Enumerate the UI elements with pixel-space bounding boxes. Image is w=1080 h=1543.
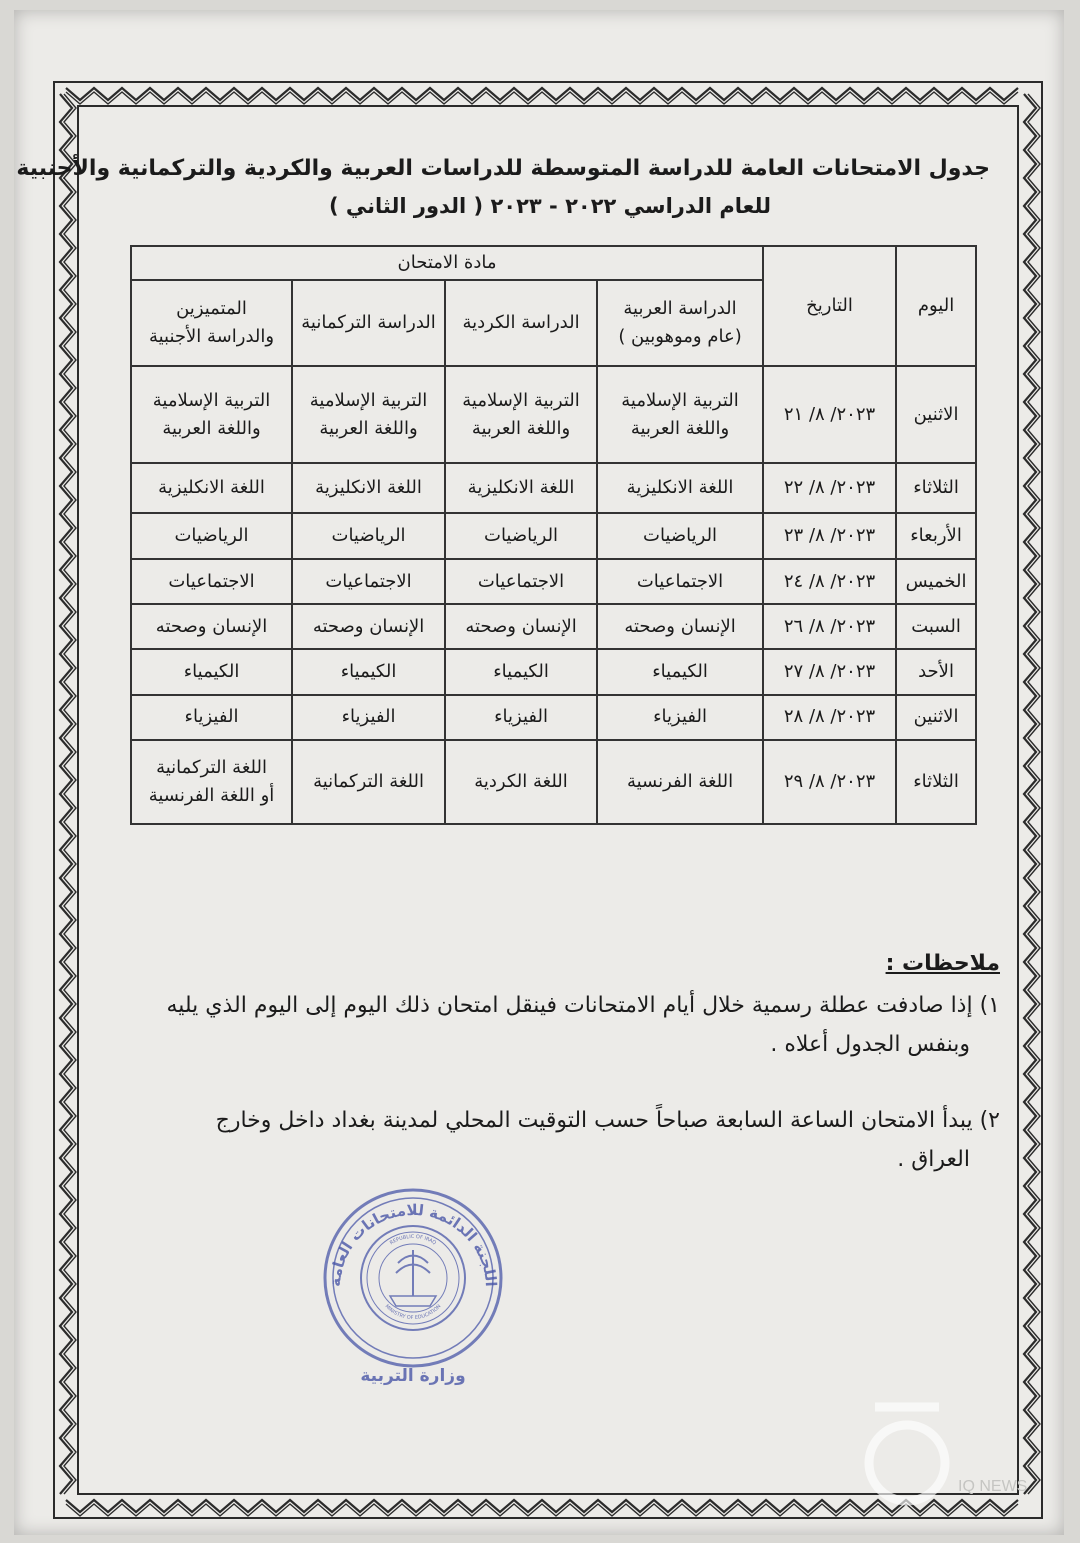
header-date: التاريخ xyxy=(763,246,896,366)
day-cell: الثلاثاء xyxy=(896,463,976,512)
subject-cell: الاجتماعيات xyxy=(445,559,597,604)
svg-text:REPUBLIC OF IRAQ: REPUBLIC OF IRAQ xyxy=(388,1233,438,1247)
date-cell: ٢٠٢٣/ ٨/ ٢١ xyxy=(763,366,896,464)
date-cell: ٢٠٢٣/ ٨/ ٢٧ xyxy=(763,649,896,694)
day-cell: الأربعاء xyxy=(896,513,976,559)
day-cell: الاثنين xyxy=(896,366,976,464)
note-1: ١) إذا صادفت عطلة رسمية خلال أيام الامتحانات فينقل امتحان ذلك اليوم إلى اليوم الذي يليه وبنفس الجدول أعلاه . xyxy=(166,993,1000,1057)
subject-cell: الكيمياء xyxy=(597,649,763,694)
document-subtitle: للعام الدراسي ٢٠٢٢ - ٢٠٢٣ ( الدور الثاني ) xyxy=(329,194,771,218)
date-cell: ٢٠٢٣/ ٨/ ٢٩ xyxy=(763,740,896,824)
subject-cell: الاجتماعيات xyxy=(131,559,292,604)
table-row xyxy=(131,604,976,649)
subject-cell: الاجتماعيات xyxy=(597,559,763,604)
table-header-row xyxy=(131,246,976,280)
subject-cell: الرياضيات xyxy=(292,513,445,559)
subject-cell: التربية الإسلامية واللغة العربية xyxy=(445,366,597,464)
note-2: ٢) يبدأ الامتحان الساعة السابعة صباحاً حسب التوقيت المحلي لمدينة بغداد داخل وخارج العراق . xyxy=(215,1108,1000,1172)
subject-cell: الفيزياء xyxy=(597,695,763,740)
subject-cell: التربية الإسلامية واللغة العربية xyxy=(292,366,445,464)
subject-cell: اللغة الانكليزية xyxy=(131,463,292,512)
subject-cell: الرياضيات xyxy=(597,513,763,559)
news-watermark-logo xyxy=(855,1395,965,1510)
header-subject-group: مادة الامتحان xyxy=(131,246,763,280)
date-cell: ٢٠٢٣/ ٨/ ٢٨ xyxy=(763,695,896,740)
table-row xyxy=(131,366,976,464)
table-row xyxy=(131,740,976,824)
subject-cell: الإنسان وصحته xyxy=(292,604,445,649)
day-cell: الخميس xyxy=(896,559,976,604)
subject-cell: الكيمياء xyxy=(292,649,445,694)
svg-text:وزارة التربية: وزارة التربية xyxy=(360,1366,466,1386)
date-cell: ٢٠٢٣/ ٨/ ٢٤ xyxy=(763,559,896,604)
subject-cell: اللغة الانكليزية xyxy=(292,463,445,512)
subject-cell: الفيزياء xyxy=(131,695,292,740)
header-distinguished-foreign: المتميزين والدراسة الأجنبية xyxy=(131,280,292,366)
subject-cell: الإنسان وصحته xyxy=(597,604,763,649)
date-cell: ٢٠٢٣/ ٨/ ٢٣ xyxy=(763,513,896,559)
date-cell: ٢٠٢٣/ ٨/ ٢٢ xyxy=(763,463,896,512)
border-zigzag-line xyxy=(60,94,72,1494)
table-row xyxy=(131,513,976,559)
subject-cell: الاجتماعيات xyxy=(292,559,445,604)
table-row xyxy=(131,463,976,512)
day-cell: الأحد xyxy=(896,649,976,694)
notes-heading: ملاحظات : xyxy=(885,951,1000,976)
subject-cell: التربية الإسلامية واللغة العربية xyxy=(597,366,763,464)
subject-cell: الفيزياء xyxy=(445,695,597,740)
subject-cell: الرياضيات xyxy=(131,513,292,559)
subject-cell: الكيمياء xyxy=(131,649,292,694)
day-cell: الثلاثاء xyxy=(896,740,976,824)
subject-cell: التربية الإسلامية واللغة العربية xyxy=(131,366,292,464)
table-row xyxy=(131,649,976,694)
table-row xyxy=(131,695,976,740)
day-cell: السبت xyxy=(896,604,976,649)
subject-cell: اللغة الكردية xyxy=(445,740,597,824)
subject-cell: الكيمياء xyxy=(445,649,597,694)
header-turkmen-study: الدراسة التركمانية xyxy=(292,280,445,366)
subject-cell: اللغة التركمانية أو اللغة الفرنسية xyxy=(131,740,292,824)
document-title: جدول الامتحانات العامة للدراسة المتوسطة للدراسات العربية والكردية والتركمانية والأجنبية xyxy=(16,156,990,181)
border-zigzag-line xyxy=(64,94,76,1494)
day-cell: الاثنين xyxy=(896,695,976,740)
subject-cell: الرياضيات xyxy=(445,513,597,559)
subject-cell: الفيزياء xyxy=(292,695,445,740)
header-arabic-study: الدراسة العربية (عام وموهوبين ) xyxy=(597,280,763,366)
subject-cell: الإنسان وصحته xyxy=(445,604,597,649)
table-row xyxy=(131,559,976,604)
border-zigzag-line xyxy=(1024,94,1036,1494)
subject-cell: الإنسان وصحته xyxy=(131,604,292,649)
subject-cell: اللغة الانكليزية xyxy=(597,463,763,512)
svg-text:اللجنة الدائمة للامتحانات العا: اللجنة الدائمة للامتحانات العامة xyxy=(325,1200,501,1288)
subject-cell: اللغة الفرنسية xyxy=(597,740,763,824)
date-cell: ٢٠٢٣/ ٨/ ٢٦ xyxy=(763,604,896,649)
watermark-text: IQ NEWS xyxy=(958,1478,1028,1495)
svg-text:MINISTRY OF EDUCATION: MINISTRY OF EDUCATION xyxy=(383,1303,443,1322)
border-zigzag-line xyxy=(66,92,1018,104)
subject-cell: اللغة التركمانية xyxy=(292,740,445,824)
subject-cell: اللغة الانكليزية xyxy=(445,463,597,512)
border-zigzag-line xyxy=(1028,94,1040,1494)
header-day: اليوم xyxy=(896,246,976,366)
exam-schedule-table xyxy=(130,245,977,825)
header-kurdish-study: الدراسة الكردية xyxy=(445,280,597,366)
ministry-stamp xyxy=(318,1178,508,1388)
